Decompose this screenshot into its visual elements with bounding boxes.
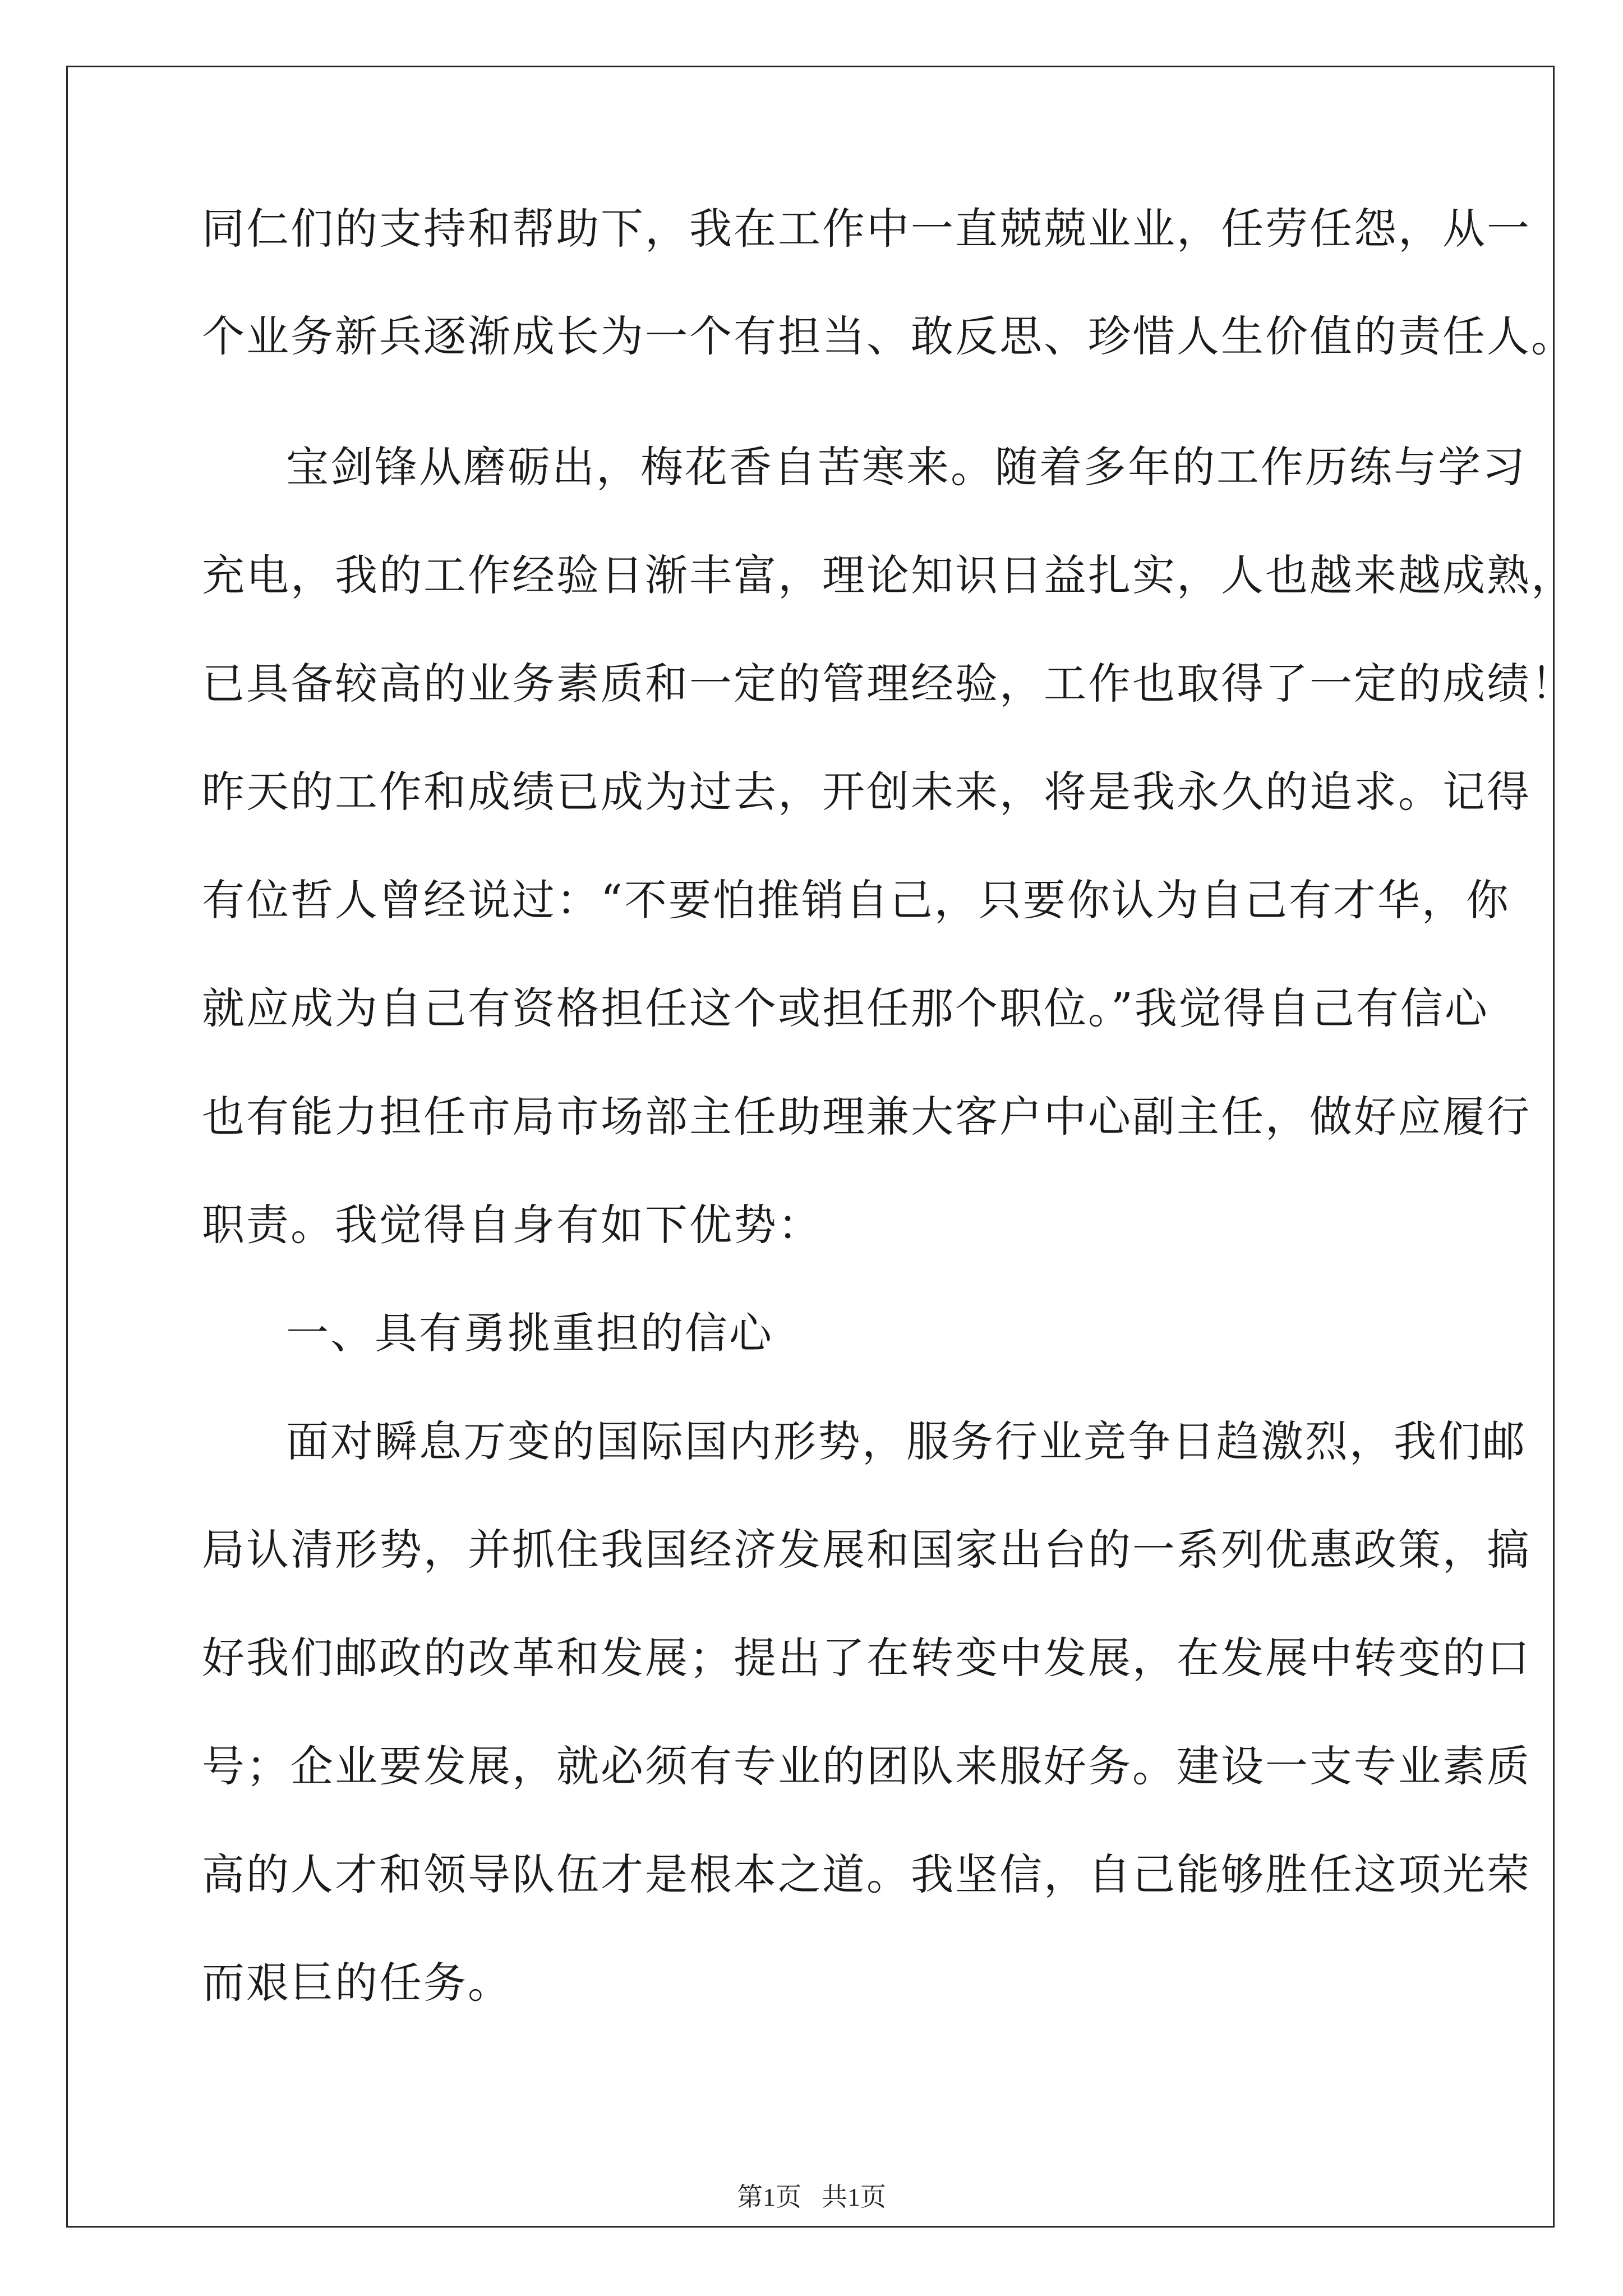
text-line: 号；企业要发展，就必须有专业的团队来服好务。建设一支专业素质 — [202, 1741, 1531, 1791]
text-line: 局认清形势，并抓住我国经济发展和国家出台的一系列优惠政策，搞 — [202, 1525, 1531, 1575]
text-line: 有位哲人曾经说过：“不要怕推销自己，只要你认为自己有才华，你 — [202, 875, 1510, 925]
text-line: 充电，我的工作经验日渐丰富，理论知识日益扎实，人也越来越成熟， — [202, 550, 1575, 600]
page-total: 共1页 — [822, 2183, 886, 2211]
text-line: 已具备较高的业务素质和一定的管理经验，工作也取得了一定的成绩！ — [202, 659, 1575, 708]
text-line: 个业务新兵逐渐成长为一个有担当、敢反思、珍惜人生价值的责任人。 — [202, 311, 1575, 361]
text-line: 好我们邮政的改革和发展；提出了在转变中发展，在发展中转变的口 — [202, 1633, 1531, 1683]
page-number: 第1页 — [737, 2183, 801, 2211]
paragraph-start-line: 宝剑锋从磨砺出，梅花香自苦寒来。随着多年的工作历练与学习 — [286, 442, 1527, 492]
text-line: 高的人才和领导队伍才是根本之道。我坚信，自己能够胜任这项光荣 — [202, 1849, 1531, 1899]
section-heading: 一、具有勇挑重担的信心 — [286, 1308, 773, 1358]
text-line: 职责。我觉得自身有如下优势： — [202, 1200, 822, 1250]
text-line: 也有能力担任市局市场部主任助理兼大客户中心副主任，做好应履行 — [202, 1092, 1531, 1142]
paragraph-start-line: 面对瞬息万变的国际国内形势，服务行业竞争日趋激烈，我们邮 — [286, 1416, 1527, 1466]
text-line: 昨天的工作和成绩已成为过去，开创未来，将是我永久的追求。记得 — [202, 767, 1531, 817]
page-border — [66, 66, 1555, 2228]
page-footer — [0, 2177, 1623, 2214]
text-line: 就应成为自己有资格担任这个或担任那个职位。”我觉得自己有信心 — [202, 983, 1489, 1033]
text-line: 同仁们的支持和帮助下，我在工作中一直兢兢业业，任劳任怨，从一 — [202, 204, 1531, 254]
text-line: 而艰巨的任务。 — [202, 1958, 512, 2008]
